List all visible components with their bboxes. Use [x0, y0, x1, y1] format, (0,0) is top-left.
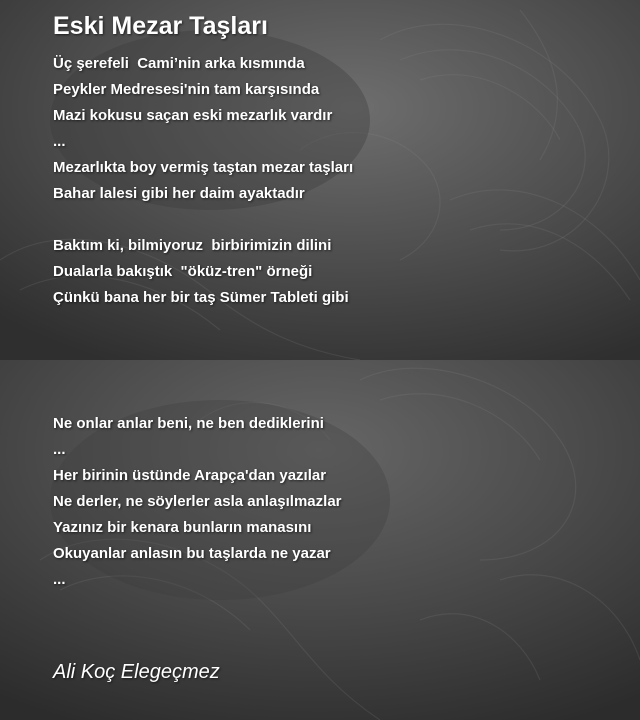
poem-line: Ne onlar anlar beni, ne ben dediklerini	[53, 415, 324, 432]
poem-title: Eski Mezar Taşları	[53, 12, 268, 40]
stanza-3	[53, 411, 342, 593]
poem-line: Dualarla bakıştık "öküz-tren" örneği	[53, 263, 313, 280]
stanza-1	[53, 51, 353, 207]
poem-line: Baktım ki, bilmiyoruz birbirimizin dilini	[53, 237, 332, 254]
poem-line: ...	[53, 571, 66, 588]
poem-line: ...	[53, 441, 66, 458]
poem-line: Ne derler, ne söylerler asla anlaşılmazlar	[53, 493, 342, 510]
poem-line: ...	[53, 133, 66, 150]
poem-line: Mezarlıkta boy vermiş taştan mezar taşları	[53, 159, 354, 176]
poem-line: Yazınız bir kenara bunların manasını	[53, 519, 312, 536]
poem-author: Ali Koç Elegeçmez	[53, 661, 220, 683]
poem-line: Bahar lalesi gibi her daim ayaktadır	[53, 185, 305, 202]
poem-line: Mazi kokusu saçan eski mezarlık vardır	[53, 107, 333, 124]
poem-line: Okuyanlar anlasın bu taşlarda ne yazar	[53, 545, 331, 562]
poem-line: Üç şerefeli Cami’nin arka kısmında	[53, 55, 305, 72]
poem-line: Çünkü bana her bir taş Sümer Tableti gibi	[53, 289, 349, 306]
poem-line: Her birinin üstünde Arapça'dan yazılar	[53, 467, 327, 484]
stanza-2	[53, 233, 349, 311]
poem-line: Peykler Medresesi'nin tam karşısında	[53, 81, 320, 98]
